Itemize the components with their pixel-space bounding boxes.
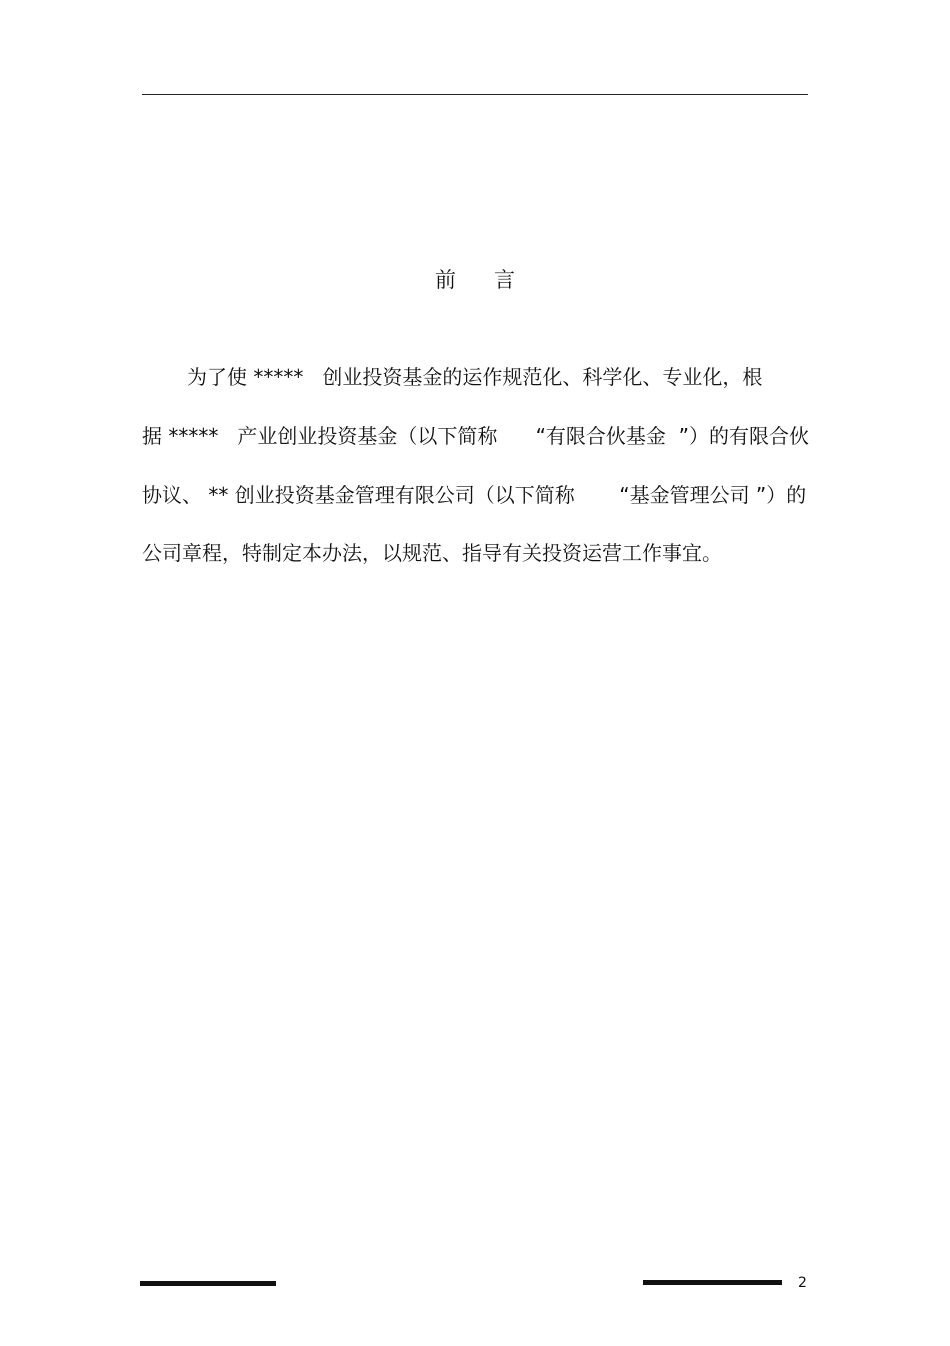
header-rule — [142, 94, 808, 95]
footer-bar-left — [140, 1281, 276, 1286]
page-title: 前言 — [435, 268, 553, 292]
paragraph-line-1: 为了使 ***** 创业投资基金的运作规范化、科学化、专业化，根 — [187, 365, 763, 389]
paragraph-line-2: 据 ***** 产业创业投资基金（以下简称 “有限合伙基金 ”）的有限合伙 — [142, 424, 810, 448]
footer-bar-right — [643, 1280, 782, 1285]
paragraph-line-3: 协议、 ** 创业投资基金管理有限公司（以下简称 “基金管理公司 ”）的 — [142, 483, 807, 507]
paragraph-line-4: 公司章程，特制定本办法，以规范、指导有关投资运营工作事宜。 — [142, 541, 722, 565]
page-number: 2 — [798, 1275, 807, 1291]
